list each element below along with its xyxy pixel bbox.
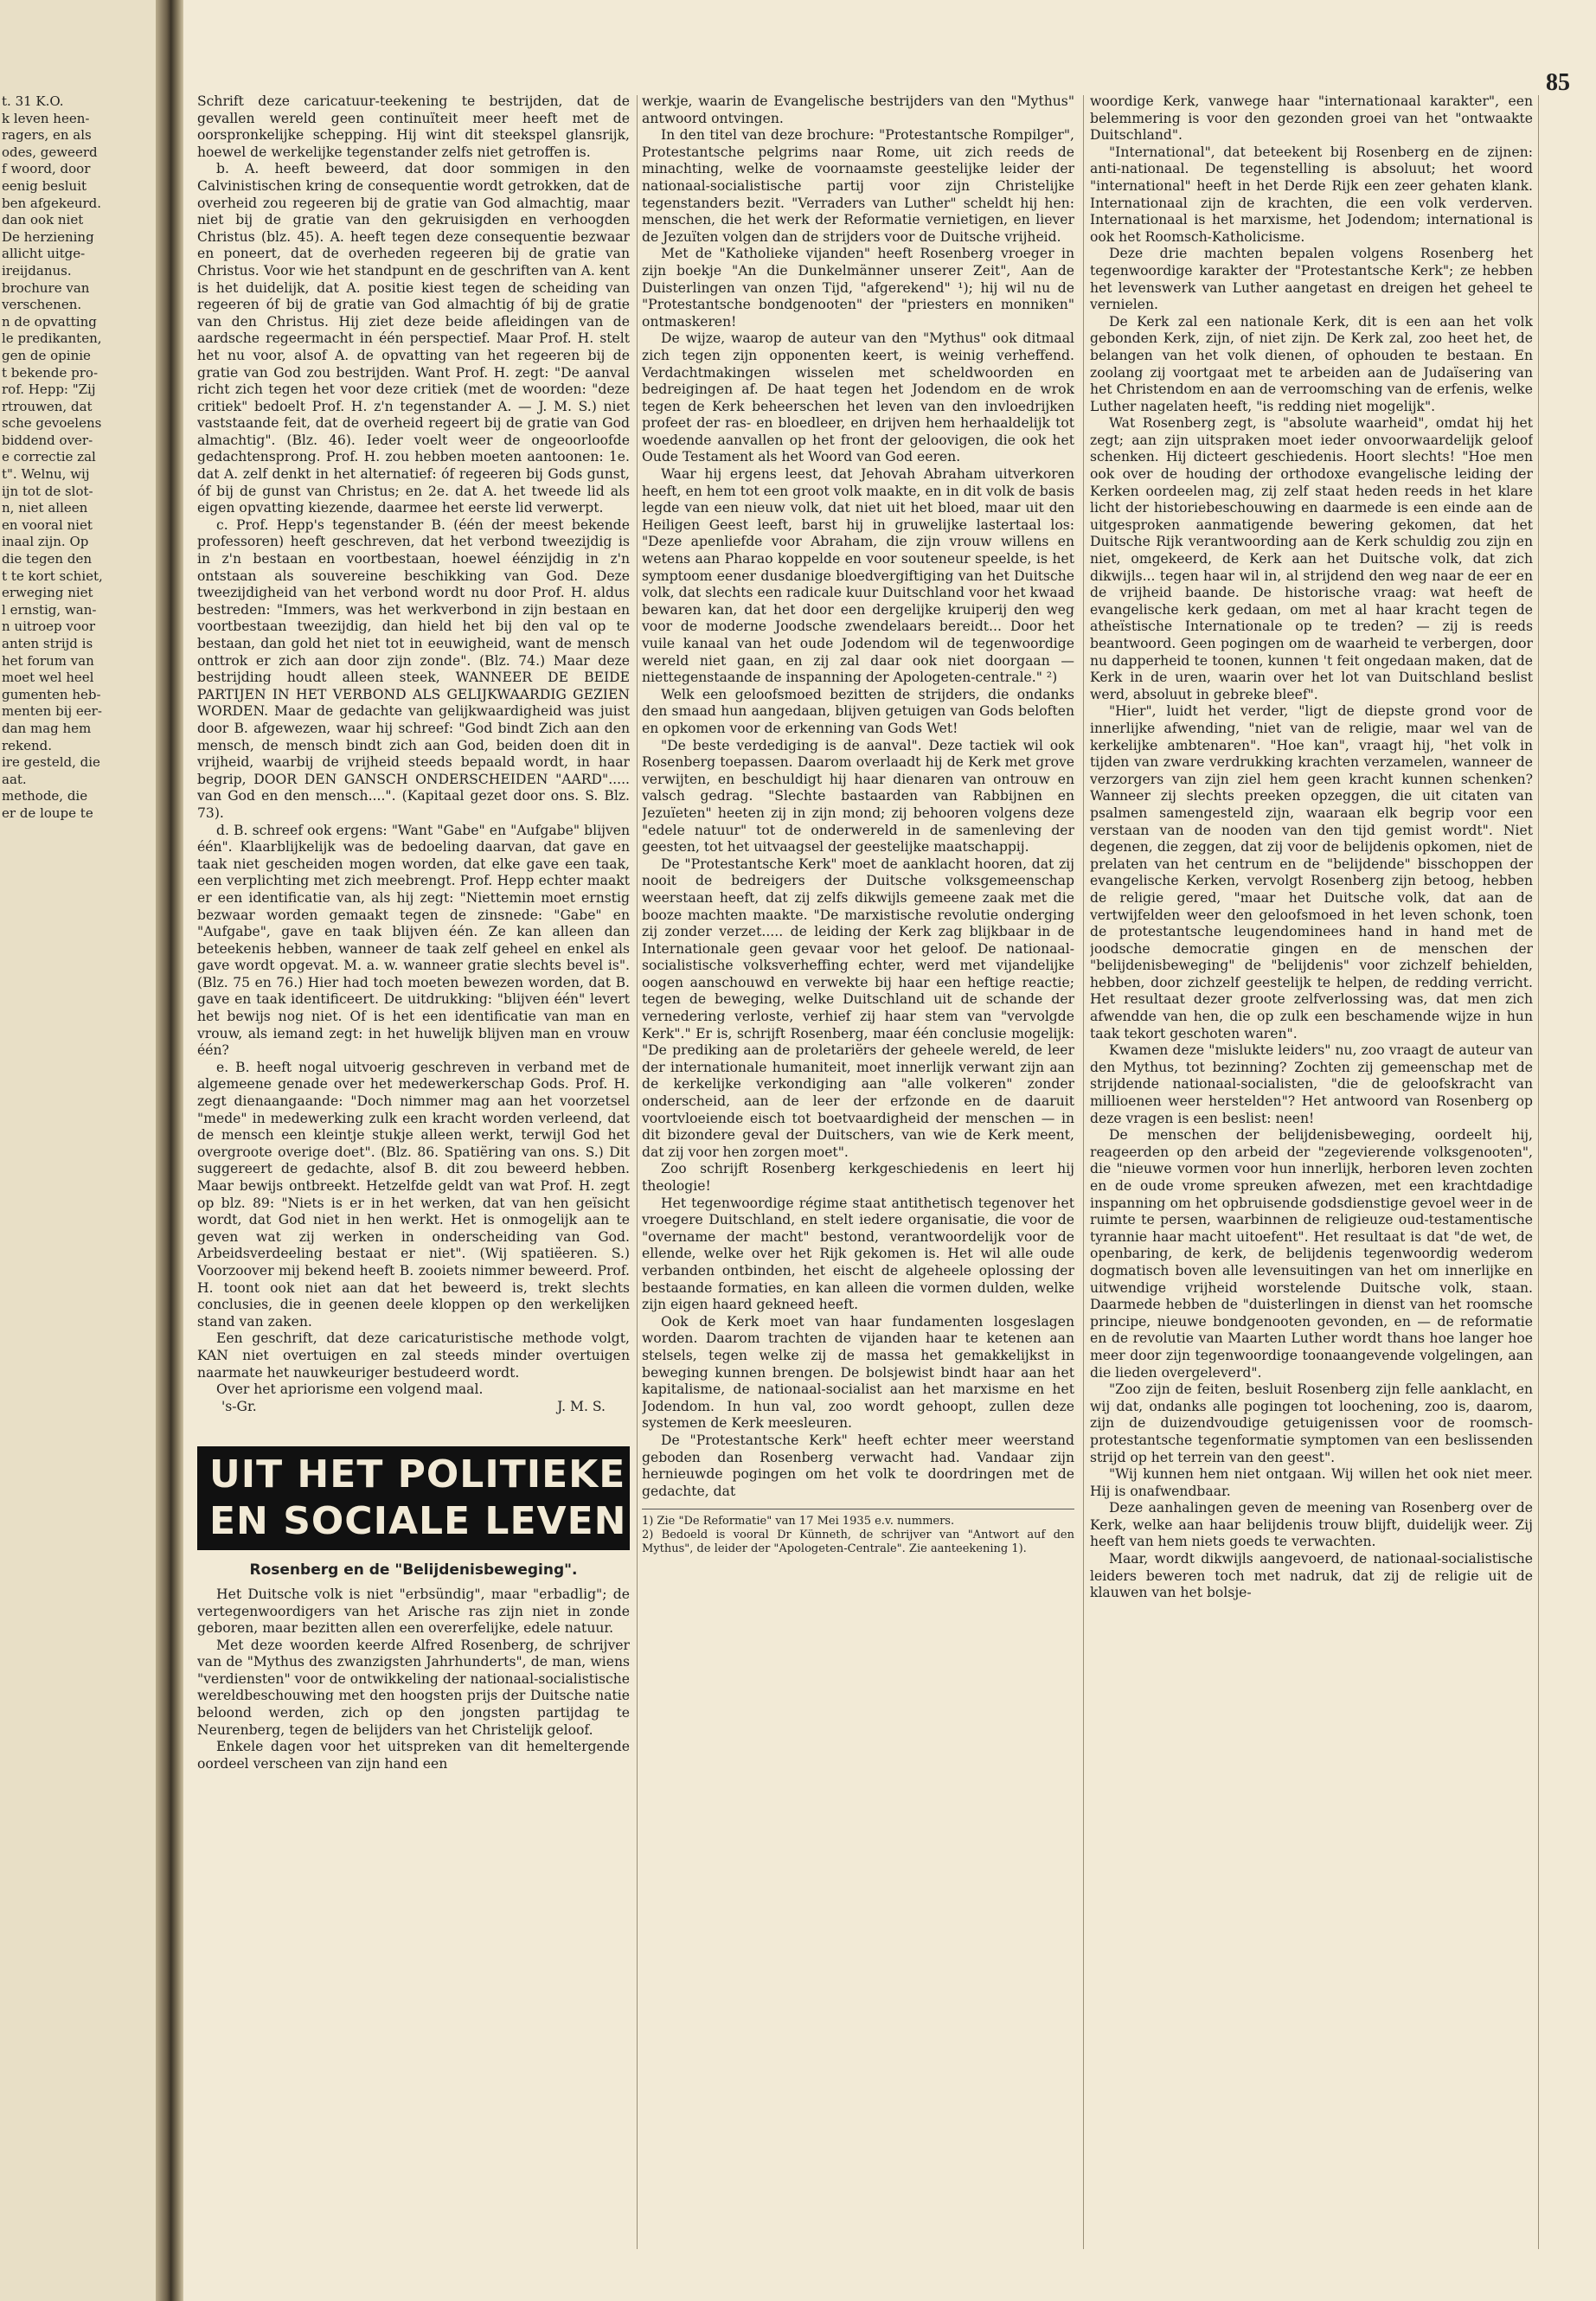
column-2 bbox=[642, 93, 1074, 2265]
left-page-line: moet wel heel bbox=[2, 670, 94, 686]
column-1 bbox=[197, 93, 630, 2265]
left-page-line: erweging niet bbox=[2, 585, 93, 601]
left-page-line: gumenten heb- bbox=[2, 686, 101, 702]
paragraph: d. B. schreef ook ergens: "Want "Gabe" en "Aufgabe" blijven één". Klaarblijkelijk was de bedoeling daarvan, dat gave en taak niet gescheiden mogen worden, dat elke gave een taak, een verplichting met zich meebrengt. Prof. Hepp echter maakt er een identificatie van, als hij zegt: "Niettemin moet ernstig bezwaar worden gemaakt tegen de zinsnede: "Gabe" en "Aufgabe", gave en taak blijven één. Ze kan alleen dan beteekenis hebben, wanneer de taak zelf geheel en enkel als gave wordt opgevat. M. a. w. wanneer gratie slechts bevel is". (Blz. 75 en 76.) Hier had toch moeten bewezen worden, dat B. gave en taak identificeert. De uitdrukking: "blijven één" levert het bewijs nog niet. Of is het een identificatie van man en vrouw, als iemand zegt: in het huwelijk blijven man en vrouw één? bbox=[197, 822, 630, 1059]
paragraph: Deze drie machten bepalen volgens Rosenberg het tegenwoordige karakter der "Protestantsche Kerk"; ze hebben het levenswerk van Luther aangetast en dreigen het geheel te vernielen. bbox=[1090, 246, 1533, 313]
left-page-line: rof. Hepp: "Zij bbox=[2, 381, 96, 398]
paragraph: Over het apriorisme een volgend maal. bbox=[216, 1381, 484, 1398]
paragraph: Welk een geloofsmoed bezitten de strijders, die ondanks den smaad hun aangedaan, blijven getuigen van Gods beloften en opkomen voor de erkenning van Gods Wet! bbox=[642, 686, 1074, 736]
left-page-line: rtrouwen, dat bbox=[2, 398, 93, 414]
paragraph: woordige Kerk, vanwege haar "internationaal karakter", een belemmering is voor den gezonden groei van het "ontwaakte Duitschland". bbox=[1090, 93, 1533, 144]
left-page-line: ire gesteld, die bbox=[2, 754, 100, 771]
paragraph: De wijze, waarop de auteur van den "Mythus" ook ditmaal zich tegen zijn opponenten keert, is weinig verheffend. Verdachtmakingen wisselen met scheldwoorden en bedreigingen af. De haat tegen het Jodendom en de wrok tegen de Kerk beheerschen het leven van den invloedrijken profeet der ras- en bloedleer, en drijven hem herhaaldelijk tot woedende aanvallen op het front der geloovigen, die ook het Oude Testament als het Woord van God eeren. bbox=[642, 330, 1074, 465]
paragraph: "Zoo zijn de feiten, besluit Rosenberg zijn felle aanklacht, en wij dat, ondanks alle pogingen tot loochening, zoo is, daarom, zijn de duizendvoudige getuigenissen voor de roomsch-protestantsche tegenformatie symptomen van een beslissenden strijd op het terrein van den geest". bbox=[1090, 1381, 1533, 1465]
article-body bbox=[197, 1586, 630, 1773]
footnote: 1) Zie "De Reformatie" van 17 Mei 1935 e.v. nummers. bbox=[642, 1515, 955, 1529]
paragraph: De Kerk zal een nationale Kerk, dit is een aan het volk gebonden Kerk, zijn, of niet zijn. De Kerk zal, zoo heet het, de belangen van het volk dienen, of ophouden te bestaan. En zoolang zij voortgaat met te arbeiden aan de Judaïsering van het Christendom en aan de verroomsching van de erfenis, welke Luther nagelaten heeft, "is redding niet mogelijk". bbox=[1090, 313, 1533, 414]
left-page-text bbox=[2, 93, 147, 823]
article-body-continued bbox=[1090, 93, 1533, 1602]
article-body-continued bbox=[642, 93, 1074, 1500]
paragraph: "De beste verdediging is de aanval". Deze tactiek wil ook Rosenberg toepassen. Daarom overlaadt hij de Kerk met grove verwijten, en beschuldigt hij haar dienaren van ontrouw en valsch gedrag. "Slechte bastaarden van Rabbijnen en Jezuïeten" heeten zij in zijn mond; zij behooren volgens deze "edele natuur" tot de onderwereld in de samenleving der geesten, tot het uitvaagsel der geestelijke maatschappij. bbox=[642, 737, 1074, 856]
left-page-fragment bbox=[0, 0, 156, 2301]
paragraph: Kwamen deze "mislukte leiders" nu, zoo vraagt de auteur van den Mythus, tot bezinning? Zochten zij gemeenschap met de strijdende nationaal-socialisten, "die de geloofskracht van millioenen weer herstelden"? Het antwoord van Rosenberg op deze vragen is een beslist: neen! bbox=[1090, 1042, 1533, 1126]
page-number: 85 bbox=[1546, 69, 1570, 96]
left-page-line: t te kort schiet, bbox=[2, 567, 103, 584]
article-title: Rosenberg en de "Belijdenisbeweging". bbox=[249, 1561, 578, 1580]
left-page-line: dan ook niet bbox=[2, 212, 84, 228]
review-body bbox=[197, 93, 630, 1399]
paragraph: Wat Rosenberg zegt, is "absolute waarheid", omdat hij het zegt; aan zijn uitspraken moet ieder onvoorwaardelijk geloof schenken. Hij dicteert geschiedenis. Hoort slechts! "Hoe men ook over de houding der orthodoxe evangelische leiding der Kerken oordeelen mag, zij zelf staat heden reeds in het klare licht der historiebeschouwing en daarmede is een einde aan de uitgesproken aanmatigende bewering gekomen, dat het Duitsche Rijk verantwoording aan de Kerk schuldig zou zijn en niet, omgekeerd, de Kerk aan het Duitsche volk, dat zich dikwijls... tegen haar wil in, al strijdend den weg naar de eer en de vrijheid baande. De historische vraag: wat heeft de evangelische kerk gedaan, om met al haar kracht tegen de atheïstische Internationale op te treden? — zij is reeds beantwoord. Geen pogingen om de waarheid te verbergen, door nu dapperheid te toonen, kunnen 't feit ongedaan maken, dat de Kerk in de uren, waarin over het lot van Duitschland beslist werd, absoluut in gebreke bleef". bbox=[1090, 415, 1533, 702]
left-page-line: het forum van bbox=[2, 652, 94, 669]
left-page-line: methode, die bbox=[2, 788, 88, 804]
paragraph: De menschen der belijdenisbeweging, oordeelt hij, reageerden op den arbeid der "zegevierende volksgenooten", die "nieuwe vormen voor hun innerlijk, herboren leven zochten en de oude vrome spreuken afwezen, met een krachtdadige inspanning om het opbruisende godsdienstige gevoel weer in de ruimte te persen, waarbinnen de religieuze oud-testamentische tyrannie haar macht uitoefent". Het resultaat is dat "de wet, de openbaring, de kerk, de belijdenis tegenwoordig wederom dogmatisch boven alle levensuitingen van het om innerlijke en uitwendige vrijheid worstelende Duitsche volk, staan. Daarmede hebben de "duisterlingen in dienst van het roomsche principe, nieuwe bondgenooten gevonden, en — de reformatie en de revolutie van Maarten Luther wordt thans hoe langer hoe meer door zijn tegenwoordige toonaangevende volgelingen, aan die lieden overgeleverd". bbox=[1090, 1127, 1533, 1381]
signature bbox=[197, 1399, 630, 1416]
paragraph: Waar hij ergens leest, dat Jehovah Abraham uitverkoren heeft, en hem tot een groot volk maakte, en in dit volk de basis legde van een nieuw volk, dat niet uit het bloed, maar uit den Heiligen Geest leeft, barst hij in gruwelijke lastertaal los: "Deze apenliefde voor Abraham, die zijn vrouw willens en wetens aan Pharao koppelde en voor souteneur speelde, is het symptoom eener dusdanige bloedvergiftiging van het Duitsche volk, dat slechts een radicale kuur Duitschland voor het kwaad bewaren kan, dat het door een dergelijke kruiperij den weg voor de moderne Joodsche zwendelaars bereidt... Door het vuile kanaal van het oude Jodendom wil de tegenwoordige wereld niet gaan, en zij zal daar ook niet doorgaan — niettegenstaande de inspanning der Apologeten-centrale." ²) bbox=[642, 466, 1074, 686]
left-page-line: odes, geweerd bbox=[2, 144, 98, 160]
paragraph: De "Protestantsche Kerk" moet de aanklacht hooren, dat zij nooit de bedreigers der Duitsche volksgemeenschap weerstaan heeft, dat zij zelfs dikwijls gemeene zaak met die booze machten maakte. "De marxistische revolutie onderging zij zonder verzet..... de leiding der Kerk zag blijkbaar in de Internationale geen gevaar voor het geloof. De nationaal-socialistische volksverheffing echter, werd met vijandelijke oogen aanschouwd en verwekte bij haar een heftige reactie; tegen de beweging, welke Duitschland uit de schande der vernedering verloste, verhief zij haar stem van "vervolgde Kerk"." Er is, schrijft Rosenberg, maar één conclusie mogelijk: "De prediking aan de proletariërs der geheele wereld, de leer der internationale humaniteit, moet innerlijk verwant zijn aan de kerkelijke verkondiging aan "alle volkeren" zonder onderscheid, aan de leer der erfzonde en de daaruit voortvloeiende eisch tot boetvaardigheid der menschen — in dit bizondere geval der Duitschers, van wie de Kerk meent, dat zij voor hen zorgen moet". bbox=[642, 856, 1074, 1160]
paragraph: c. Prof. Hepp's tegenstander B. (één der meest bekende professoren) heeft geschreven, dat het verbond tweezijdig is in z'n bestaan en voortbestaan, hoewel éénzijdig in z'n ontstaan als souvereine beschikking van God. Deze tweezijdigheid van het verbond wordt nu door Prof. H. aldus bestreden: "Immers, was het werkverbond in zijn bestaan en voortbestaan tweezijdig, dan hield het bij den val op te bestaan, dan gold het niet tot in eeuwigheid, want de mensch onttrok er zich aan door zijn zonde". (Blz. 74.) Maar deze bestrijding houdt alleen steek, WANNEER DE BEIDE PARTIJEN IN HET VERBOND ALS GELIJKWAARDIG GEZIEN WORDEN. Maar de gedachte van gelijkwaardigheid was juist door B. afgewezen, waar hij schreef: "God bindt Zich aan den mensch, de mensch bindt zich aan God, beiden doen dit in vrijheid, waarbij de vrijheid steeds bepaald wordt, in haar begrip, DOOR DEN GANSCH ONDERSCHEIDEN "AARD"..... van God en den mensch....". (Kapitaal gezet door ons. S. Blz. 73). bbox=[197, 516, 630, 821]
signature-place: 's-Gr. bbox=[221, 1398, 257, 1414]
left-page-line: n de opvatting bbox=[2, 313, 97, 330]
left-page-line: ijn tot de slot- bbox=[2, 483, 93, 499]
left-page-line: ireijdanus. bbox=[2, 262, 72, 279]
footnotes bbox=[642, 1509, 1074, 1556]
column-3 bbox=[1090, 93, 1533, 2265]
left-page-line: inaal zijn. Op bbox=[2, 534, 89, 550]
left-page-line: k leven heen- bbox=[2, 110, 90, 126]
left-page-line: gen de opinie bbox=[2, 347, 91, 363]
column-rule bbox=[637, 95, 638, 2249]
left-page-line: brochure van bbox=[2, 279, 90, 296]
paragraph: Maar, wordt dikwijls aangevoerd, de nationaal-socialistische leiders beweren toch met nadruk, dat zij de religie uit de klauwen van het bolsje- bbox=[1090, 1551, 1533, 1601]
left-page-line: le predikanten, bbox=[2, 330, 102, 347]
left-page-line: sche gevoelens bbox=[2, 415, 102, 432]
left-page-line: De herziening bbox=[2, 228, 94, 245]
paragraph: e. B. heeft nogal uitvoerig geschreven in verband met de algemeene genade over het medewerkerschap Gods. Prof. H. zegt dienaangaande: "Doch nimmer mag aan het voorzetsel "mede" in medewerking zulk een kracht worden verleend, dat de mensch een kleintje stukje alleen werkt, terwijl God het overgroote overige doet". (Blz. 86. Spatiëring van ons. S.) Dit suggereert de gedachte, alsof B. dit zou beweerd hebben. Maar bewijs ontbreekt. Hetzelfde geldt van wat Prof. H. zegt op blz. 89: "Niets is er in het werken, dat van hen geïsicht wordt, dat God niet in hen werkt. Het is onmogelijk aan te geven wat zij werken in onderscheiding van God. Arbeidsverdeeling bestaat er niet". (Wij spatiëeren. S.) Voorzoover mij bekend heeft B. zooiets nimmer beweerd. Prof. H. toont ook niet aan dat het beweerd is, trekt slechts conclusies, die in geenen deele kloppen op den werkelijken stand van zaken. bbox=[197, 1059, 630, 1330]
paragraph: In den titel van deze brochure: "Protestantsche Rompilger", Protestantsche pelgrims naar Rome, uit zich reeds de minachting, welke de voornaamste geestelijke leider der nationaal-socialistische partij voor zijn Christelijke tegenstanders bezit. "Verraders van Luther" scheldt hij hen: menschen, die het werk der Reformatie vernietigen, en liever de Jezuïten volgen dan de strijders voor de Duitsche vrijheid. bbox=[642, 127, 1074, 245]
footnote: 2) Bedoeld is vooral Dr Künneth, de schrijver van "Antwort auf den Mythus", de leider der "Apologeten-Centrale". Zie aanteekening 1). bbox=[642, 1529, 1074, 1556]
signature-initials: J. M. S. bbox=[557, 1398, 606, 1414]
paragraph: Het tegenwoordige régime staat antithetisch tegenover het vroegere Duitschland, en stelt iedere organisatie, die voor de "overname der macht" bestond, verantwoordelijk voor de ellende, welke over het Rijk gekomen is. Het wil alle oude verbanden ontbinden, het eischt de algeheele oplossing der bestaande formaties, en kan alleen die vormen dulden, welke zijn eigen haard gekneed heeft. bbox=[642, 1195, 1074, 1313]
paragraph: Zoo schrijft Rosenberg kerkgeschiedenis en leert hij theologie! bbox=[642, 1161, 1074, 1194]
paragraph: "International", dat beteekent bij Rosenberg en de zijnen: anti-nationaal. De tegenstelling is absoluut; het woord "international" heeft in het Derde Rijk een zeer gehaten klank. Internationaal zijn de krachten, die een volk verderven. Internationaal is het marxisme, het Jodendom; international is ook het Roomsch-Katholicisme. bbox=[1090, 144, 1533, 245]
paragraph: Deze aanhalingen geven de meening van Rosenberg over de Kerk, welke aan haar belijdenis trouw blijft, duidelijk weer. Zij heeft van hem niets goeds te verwachten. bbox=[1090, 1500, 1533, 1550]
left-page-line: die tegen den bbox=[2, 551, 92, 567]
paragraph: b. A. heeft beweerd, dat door sommigen in den Calvinistischen kring de consequentie wordt getrokken, dat de overheid zou regeeren bij de gratie van God almachtig, maar niet bij de gratie van den gekruisigden en verhoogden Christus (blz. 45). A. heeft tegen deze consequentie bezwaar en poneert, dat de overheden regeeren bij de gratie van Christus. Voor wie het standpunt en de geschriften van A. kent is het duidelijk, dat A. positie kiest tegen de scheiding van regeeren óf bij de gratie van God almachtig óf bij de gratie van den Christus. Hij ziet deze beide afleidingen van de aardsche regeermacht in één perspectief. Maar Prof. H. stelt het nu voor, alsof A. de opvatting van het regeeren bij de gratie van God zou bestrijden. Want Prof. H. zegt: "De aanval richt zich tegen het voor deze critiek (met de woorden: "deze critiek" bedoelt Prof. H. z'n tegenstander A. — J. M. S.) niet vaststaande feit, dat de overheid regeert bij de gratie van God almachtig". (Blz. 46). Ieder voelt weer de ongeoorloofde gedachtensprong. Prof. H. zou hebben moeten aantoonen: 1e. dat A. zelf denkt in het alternatief: óf regeeren bij Gods gunst, óf bij de gunst van Christus; en 2e. dat A. het tweede lid als eigen opvatting kiezende, daarmee het eerste lid verwerpt. bbox=[197, 161, 630, 516]
column-rule bbox=[1538, 95, 1539, 2249]
paragraph: werkje, waarin de Evangelische bestrijders van den "Mythus" antwoord ontvingen. bbox=[642, 93, 1074, 126]
banner-line-1: UIT HET POLITIEKE bbox=[209, 1452, 626, 1497]
column-rule bbox=[1083, 95, 1084, 2249]
left-page-line: aat. bbox=[2, 771, 27, 787]
left-page-line: menten bij eer- bbox=[2, 703, 102, 720]
paragraph: "Hier", luidt het verder, "ligt de diepste grond voor de innerlijke afwending, "niet van de religie, maar wel van de kerkelijke ambtenaren". "Hoe kan", vraagt hij, "het volk in tijden van zware verdrukking krachten verzamelen, wanneer de verzorgers van zijn ziel hem geen kracht kunnen schenken? Wanneer zij slechts preeken opzeggen, die uit citaten van psalmen samengesteld zijn, waaraan elk begrip voor een verstaan van de nooden van den tijd gemist wordt". Niet degenen, die zeggen, dat zij voor de belijdenis opkomen, niet de prelaten van het centrum en de "belijdende" bisschoppen der evangelische Kerken, vervolgt Rosenberg zijn betoog, hebben de religie gered, "maar het Duitsche volk, dat aan de vertwijfelden weer den geloofsmoed in het leven schonk, toen de protestantsche leugendominees hand in hand met de joodsche democratie gingen en de menschen der "belijdenisbeweging" de "belijdenis" voor zichzelf behielden, hebben, door zichzelf geestelijk te helpen, de redding verricht. Het resultaat dezer groote zelfverlossing was, dat men zich afwendde van hen, die op zulk een beschamende wijze in hun taak tekort geschoten waren". bbox=[1090, 703, 1533, 1042]
left-page-line: n uitroep voor bbox=[2, 619, 96, 635]
left-page-line: en vooral niet bbox=[2, 516, 93, 533]
book-gutter bbox=[156, 0, 183, 2301]
left-page-line: t bekende pro- bbox=[2, 364, 99, 381]
left-page-line: ragers, en als bbox=[2, 127, 92, 144]
left-page-line: verschenen. bbox=[2, 297, 82, 313]
paragraph: Met deze woorden keerde Alfred Rosenberg, de schrijver van de "Mythus des zwanzigsten Jahrhunderts", de man, wiens "verdiensten" voor de ontwikkeling der nationaal-socialistische wereldbeschouwing met den hoogsten prijs der Duitsche natie beloond werden, zich op den jongsten partijdag te Neurenberg, tegen de belijders van het Christelijk geloof. bbox=[197, 1637, 630, 1738]
paragraph: Met de "Katholieke vijanden" heeft Rosenberg vroeger in zijn boekje "An die Dunkelmänner unserer Zeit", Aan de Duisterlingen van onzen Tijd, "afgerekend" ¹); hij wil nu de "Protestantsche bondgenooten" der "priesters en monniken" ontmaskeren! bbox=[642, 246, 1074, 330]
left-page-line: n, niet alleen bbox=[2, 500, 88, 516]
left-page-line: rekend. bbox=[2, 737, 53, 753]
paragraph: Enkele dagen voor het uitspreken van dit hemeltergende oordeel verscheen van zijn hand een bbox=[197, 1739, 630, 1772]
left-page-line: t. 31 K.O. bbox=[2, 93, 64, 109]
left-page-line: biddend over- bbox=[2, 432, 93, 448]
left-page-line: dan mag hem bbox=[2, 720, 92, 736]
left-page-line: er de loupe te bbox=[2, 804, 93, 821]
paragraph: Een geschrift, dat deze caricaturistische methode volgt, KAN niet overtuigen en zal steeds minder overtuigen naarmate het nauwkeuriger bestudeerd wordt. bbox=[197, 1330, 630, 1381]
left-page-line: t". Welnu, wij bbox=[2, 466, 90, 483]
paragraph: Schrift deze caricatuur-teekening te bestrijden, dat de gevallen wereld geen continuïteit meer heeft met de oorspronkelijke schepping. Hij wint dit steekspel glansrijk, hoewel de werkelijke tegenstander zelfs niet getroffen is. bbox=[197, 93, 630, 160]
left-page-line: eenig besluit bbox=[2, 177, 87, 194]
paragraph: De "Protestantsche Kerk" heeft echter meer weerstand geboden dan Rosenberg verwacht had. Vandaar zijn hernieuwde pogingen om het volk te doordringen met de gedachte, dat bbox=[642, 1432, 1074, 1499]
left-page-line: allicht uitge- bbox=[2, 246, 86, 262]
paragraph: "Wij kunnen hem niet ontgaan. Wij willen het ook niet meer. Hij is onafwendbaar. bbox=[1090, 1466, 1533, 1499]
paragraph: Ook de Kerk moet van haar fundamenten losgeslagen worden. Daarom trachten de vijanden haar te ketenen aan stelsels, tegen welke zij de massa het gemakkelijkst in beweging kunnen brengen. De bolsjewist bindt haar aan het kapitalisme, de nationaal-socialist aan het marxisme en het Jodendom. In hun val, zoo wordt gehoopt, zullen deze systemen de Kerk meesleuren. bbox=[642, 1313, 1074, 1432]
left-page-line: anten strijd is bbox=[2, 636, 93, 651]
left-page-line: l ernstig, wan- bbox=[2, 601, 97, 618]
left-page-line: f woord, door bbox=[2, 161, 91, 177]
left-page-line: ben afgekeurd. bbox=[2, 195, 102, 211]
banner-line-2: EN SOCIALE LEVEN bbox=[209, 1499, 627, 1544]
left-page-line: e correctie zal bbox=[2, 449, 96, 465]
section-banner bbox=[197, 1446, 630, 1550]
paragraph: Het Duitsche volk is niet "erbsündig", maar "erbadlig"; de vertegenwoordigers van het Arische ras zijn niet in zonde geboren, maar bezitten allen een overerfelijke, edele natuur. bbox=[197, 1586, 630, 1637]
